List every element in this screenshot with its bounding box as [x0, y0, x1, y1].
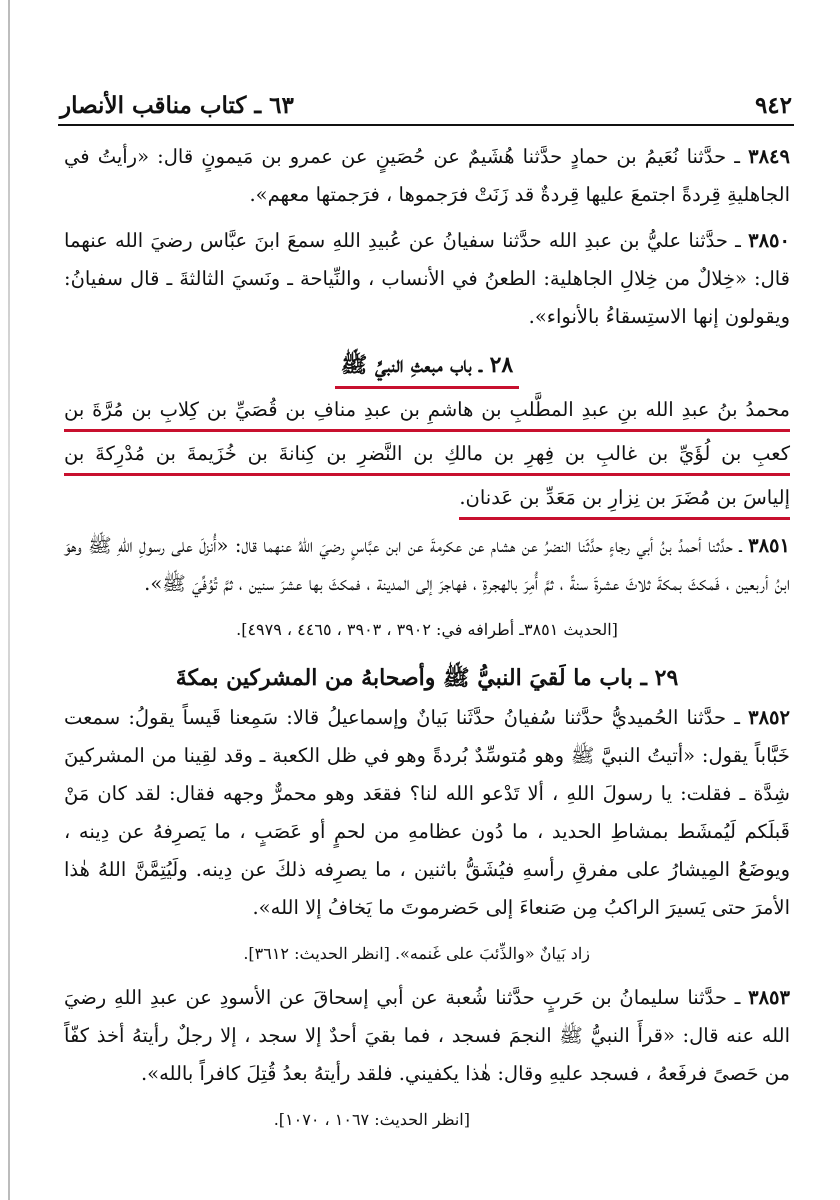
hadith-number: ٣٨٥١: [748, 534, 790, 557]
hadith-3849: [64, 138, 790, 214]
hadith-3851-reference: [الحديث ٣٨٥١ـ أطرافه في: ٣٩٠٢ ، ٣٩٠٣ ، ٤٤٦٥ ، ٤٩٧٩].: [236, 620, 618, 639]
hadith-number: ٣٨٥٠: [748, 229, 791, 252]
hadith-text: ـ حدَّثنا الحُميديُّ حدَّثنا سُفيانُ حدَّثَنا بَيانٌ وإسماعيلُ قالا: سَمِعنا قَيساً يقولُ: سمعت خَبَّاباً يقول: «أتيتُ النبيَّ ﷺ وهو مُتوسِّدٌ بُردةً وهو في ظل الكعبة ـ وقد لقِينا من المشركينَ شِدَّة ـ فقلت: يا رسولَ اللهِ ، ألا تَدْعو الله لنا؟ فقعَد وهو محمرٌّ وجهه فقال: لقد كان مَنْ قَبلَكم لَيُمشَط بمشاطِ الحديد ، ما دُون عظامهِ من لحمٍ أو عَصَبٍ ، ما يَصرِفهُ عن دِينه ، ويوضَعُ المِيشارُ على مفرقِ رأسهِ فيُشَقُّ باثنين ، ما يصرِفه ذلكَ عن دِينه. ولَيُتِمَّنَّ اللهُ هٰذا الأمرَ حتى يَسيرَ الراكبُ مِن صَنعاءَ إلى حَضرموتَ ما يَخافُ إلا الله».: [64, 706, 791, 919]
header-rule: [58, 124, 794, 126]
hadith-text: ـ حدَّثنا نُعَيمُ بن حمادٍ حدَّثنا هُشَيمٌ عن حُصَينٍ عن عمرو بن مَيمونٍ قال: «رأيتُ في الجاهليةِ قِردةً اجتمعَ عليها قِردةٌ قد زَنَتْ فرَجموها ، فرَجمتها معهم».: [64, 145, 790, 206]
prophet-lineage: [64, 391, 790, 523]
page-header: [60, 85, 792, 119]
lineage-line-3: إلياسَ بن مُضَرَ بن نِزارِ بن مَعَدِّ بن عَدنان.: [459, 479, 790, 520]
page-content: [64, 138, 790, 1145]
hadith-3851: [64, 527, 790, 603]
hadith-3850: [64, 222, 790, 336]
hadith-3853-reference: [انظر الحديث: ١٠٦٧ ، ١٠٧٠].: [273, 1110, 470, 1129]
chapter-28-title: [64, 346, 790, 389]
hadith-number: ٣٨٥٢: [748, 706, 790, 729]
hadith-text: ـ حدَّثنا سليمانُ بن حَربٍ حدَّثنا شُعبة عن أبي إسحاقَ عن الأسودِ عن عبدِ اللهِ رضيَ الله عنه قال: «قرأَ النبيُّ ﷺ النجمَ فسجد ، فما بقيَ أحدٌ إلا سجد ، إلا رجلٌ رأيتهُ أخذ كفّاً من حَصىً فرفَعهُ ، فسجد عليهِ وقال: هٰذا يكفيني. فلقد رأيتهُ بعدُ قُتِلَ كافراً بالله».: [64, 986, 790, 1085]
chapter-title-text: ٢٨ ـ باب مبعثِ النبيِّ ﷺ: [335, 346, 519, 389]
hadith-number: ٣٨٥٣: [748, 986, 790, 1009]
lineage-line-3-wrap: [459, 486, 790, 509]
hadith-3853: [64, 979, 790, 1093]
hadith-text: ـ حدَّثنا عليُّ بن عبدِ الله حدَّثنا سفيانُ عن عُبيدِ اللهِ سمعَ ابنَ عبَّاس رضيَ الله عنهما قال: «خِلالٌ من خِلالِ الجاهلية: الطعنُ في الأنساب ، والنِّياحة ـ ونَسيَ الثالثةَ ـ قال سفيانُ: ويقولون إنها الاستِسقاءُ بالأنواء».: [64, 229, 790, 328]
chapter-29-title: ٢٩ ـ باب ما لَقيَ النبيُّ ﷺ وأصحابهُ من المشركين بمكةَ: [175, 665, 679, 691]
lineage-line-2: كعبِ بن لُؤَيِّ بن غالبِ بن فِهرِ بن مالكِ بن النَّضرِ بن كِنانةَ بن خُزَيمةَ بن مُدْرِكةَ بن: [64, 435, 790, 476]
lineage-line-1: محمدُ بنُ عبدِ الله بنِ عبدِ المطَّلبِ بن هاشمِ بن عبدِ منافِ بن قُصَيِّ بن كِلابِ بن مُرَّةَ بن: [64, 391, 790, 432]
hadith-3852: [64, 699, 790, 927]
hadith-text: ـ حدَّثنا أحمدُ بنُ أبي رجاءٍ حدَّثَنا النضرُ عن هشام عن عكرمةَ عن ابن عبَّاسٍ رضيَ اللهُ عنهما قال: «أُنزلَ على رسولِ اللهِ ﷺ وهوَ ابنُ أربعين ، فَمكثَ بمكةَ ثلاثَ عشرةَ سنةً ، ثمَّ أُمِرَ بالهجرةِ ، فهاجرَ إلى المدينة ، فمكثَ بها عشرَ سنين ، ثمَّ تُوُفِّيَ ﷺ».: [64, 534, 790, 595]
hadith-3852-addition: زاد بَيانٌ «والذِّئبَ على غَنمه». [انظر الحديث: ٣٦١٢].: [243, 944, 590, 963]
page-number: ٩٤٢: [754, 92, 792, 119]
hadith-number: ٣٨٤٩: [748, 145, 791, 168]
book-title: ٦٣ ـ كتاب مناقب الأنصار: [60, 92, 294, 119]
page-edge-shadow: [8, 0, 10, 1200]
